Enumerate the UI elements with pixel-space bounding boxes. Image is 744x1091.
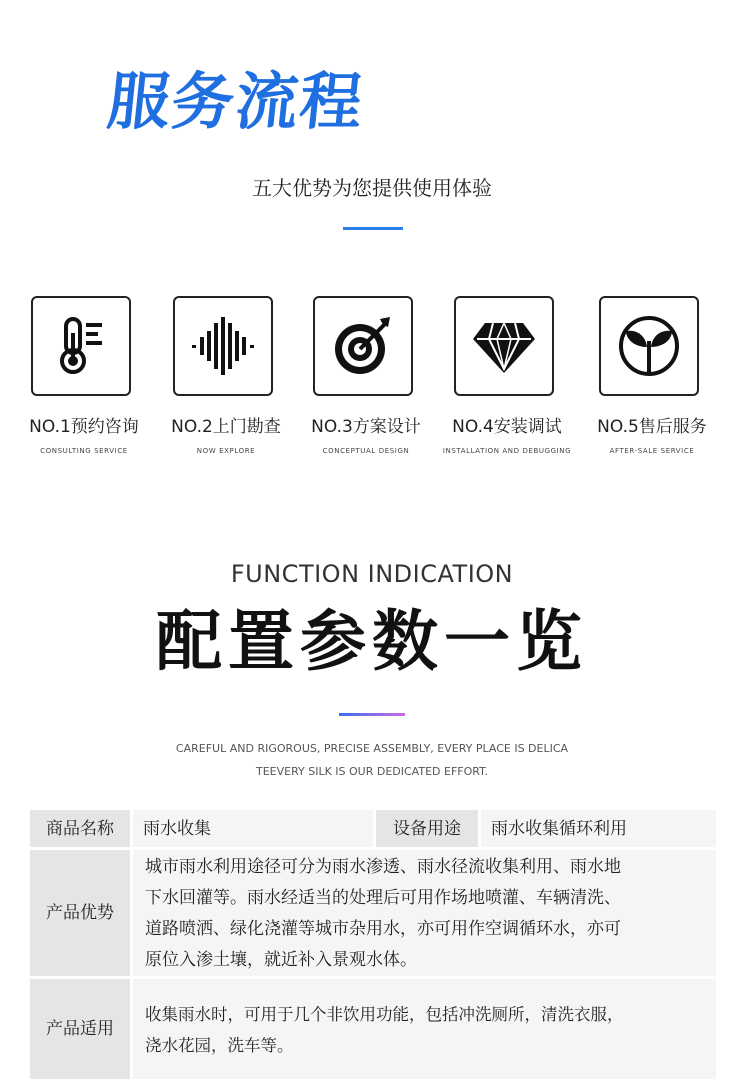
target-icon	[313, 296, 413, 396]
service-step-5	[592, 296, 712, 476]
step-english-label: NOW EXPLORE	[196, 447, 256, 455]
parameters-title: 配置参数一览	[156, 603, 588, 680]
step-label: NO.5售后服务	[597, 417, 707, 437]
application-line: 浇水花园，洗车等。	[145, 1036, 294, 1055]
step-label: NO.4安装调试	[452, 417, 562, 437]
step-english-label: AFTER-SALE SERVICE	[609, 447, 695, 455]
step-label: NO.1预约咨询	[29, 417, 139, 437]
advantage-line: 道路喷洒、绿化浇灌等城市杂用水，亦可用作空调循环水，亦可	[145, 919, 621, 939]
function-english-title: FUNCTION INDICATION	[230, 560, 514, 588]
step-english-label: INSTALLATION AND DEBUGGING	[442, 447, 572, 455]
product-name-value: 雨水收集	[133, 810, 373, 847]
description-line-2: TEEVERY SILK IS OUR DEDICATED EFFORT.	[255, 765, 489, 778]
service-step-2	[166, 296, 286, 476]
product-name-label: 商品名称	[30, 810, 130, 847]
soundwave-icon	[173, 296, 273, 396]
title-divider	[343, 227, 403, 230]
sprout-icon	[599, 296, 699, 396]
gradient-divider	[339, 713, 405, 716]
step-english-label: CONCEPTUAL DESIGN	[322, 447, 410, 455]
diamond-icon	[454, 296, 554, 396]
advantage-text	[133, 850, 716, 976]
description-line-1: CAREFUL AND RIGOROUS, PRECISE ASSEMBLY, EVERY PLACE IS DELICA	[175, 742, 569, 755]
equipment-use-value: 雨水收集循环利用	[481, 810, 716, 847]
advantage-line: 原位入渗土壤，就近补入景观水体。	[145, 950, 417, 970]
advantage-line: 下水回灌等。雨水经适当的处理后可用作场地喷灌、车辆清洗、	[145, 888, 621, 908]
advantage-label: 产品优势	[30, 850, 130, 976]
service-step-1	[24, 296, 144, 476]
step-label: NO.3方案设计	[311, 417, 421, 437]
application-label: 产品适用	[30, 979, 130, 1079]
page-subtitle: 五大优势为您提供使用体验	[252, 176, 492, 200]
application-line: 收集雨水时，可用于几个非饮用功能，包括冲洗厕所，清洗衣服，	[145, 1005, 624, 1024]
page-title: 服务流程	[104, 65, 368, 138]
service-step-4	[442, 296, 572, 476]
application-text	[133, 979, 716, 1079]
advantage-line: 城市雨水利用途径可分为雨水渗透、雨水径流收集利用、雨水地	[145, 857, 621, 877]
equipment-use-label: 设备用途	[376, 810, 478, 847]
step-label: NO.2上门勘查	[171, 417, 281, 437]
step-english-label: CONSULTING SERVICE	[40, 447, 128, 455]
thermometer-icon	[31, 296, 131, 396]
service-step-3	[306, 296, 426, 476]
